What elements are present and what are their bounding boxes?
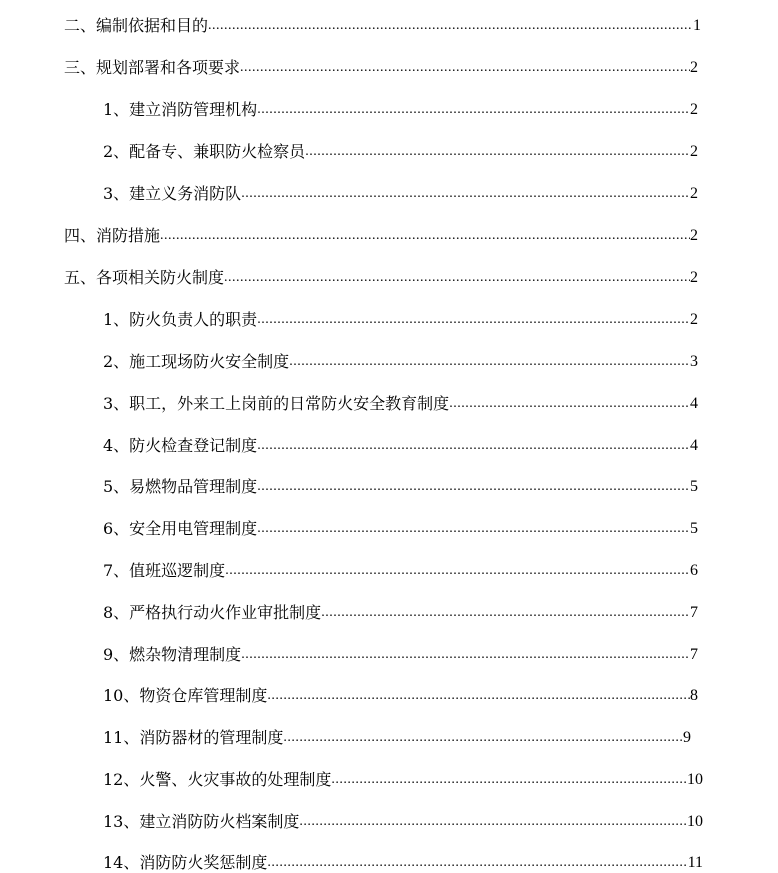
toc-entry[interactable] bbox=[103, 718, 691, 748]
toc-entry[interactable] bbox=[103, 300, 698, 330]
toc-entry-title: 9、燃杂物清理制度 bbox=[103, 645, 242, 664]
toc-page-number: 6 bbox=[690, 562, 698, 579]
toc-entry-title: 二、编制依据和目的 bbox=[64, 16, 209, 35]
toc-leader-dots bbox=[283, 728, 683, 748]
toc-page-number: 2 bbox=[690, 311, 698, 328]
toc-entry[interactable] bbox=[64, 258, 698, 288]
toc-entry[interactable] bbox=[103, 426, 698, 456]
toc-entry[interactable] bbox=[103, 676, 698, 706]
toc-leader-dots bbox=[257, 436, 690, 456]
toc-leader-dots bbox=[257, 310, 690, 330]
toc-page-number: 11 bbox=[687, 854, 703, 871]
toc-entry[interactable] bbox=[103, 843, 703, 873]
toc-entry[interactable] bbox=[103, 384, 698, 414]
toc-leader-dots bbox=[241, 184, 690, 204]
toc-leader-dots bbox=[299, 812, 687, 832]
toc-leader-dots bbox=[241, 645, 690, 665]
toc-leader-dots bbox=[305, 142, 690, 162]
toc-entry[interactable] bbox=[103, 551, 698, 581]
toc-entry[interactable] bbox=[103, 635, 698, 665]
toc-page-number: 5 bbox=[690, 520, 698, 537]
toc-entry[interactable] bbox=[103, 132, 698, 162]
toc-page-number: 2 bbox=[690, 185, 698, 202]
toc-page-number: 4 bbox=[690, 395, 698, 412]
toc-entry[interactable] bbox=[103, 802, 703, 832]
toc-page-number: 4 bbox=[690, 437, 698, 454]
toc-leader-dots bbox=[160, 226, 690, 246]
toc-entry-title: 1、防火负责人的职责 bbox=[103, 310, 258, 329]
toc-leader-dots bbox=[240, 58, 690, 78]
toc-page-number: 2 bbox=[690, 269, 698, 286]
toc-page-number: 7 bbox=[690, 646, 698, 663]
toc-entry-title: 四、消防措施 bbox=[64, 226, 161, 245]
toc-entry-title: 11、消防器材的管理制度 bbox=[103, 728, 284, 747]
toc-page-number: 2 bbox=[690, 59, 698, 76]
toc-entry[interactable] bbox=[103, 467, 698, 497]
toc-page-number: 2 bbox=[690, 101, 698, 118]
toc-leader-dots bbox=[225, 561, 690, 581]
toc-leader-dots bbox=[257, 100, 690, 120]
toc-entry-title: 3、职工，外来工上岗前的日常防火安全教育制度 bbox=[103, 394, 450, 413]
toc-entry[interactable] bbox=[103, 509, 698, 539]
toc-page-number: 8 bbox=[690, 687, 698, 704]
toc-entry-title: 12、火警、火灾事故的处理制度 bbox=[103, 770, 332, 789]
toc-leader-dots bbox=[224, 268, 690, 288]
toc-leader-dots bbox=[449, 394, 690, 414]
toc-leader-dots bbox=[257, 519, 690, 539]
toc-leader-dots bbox=[289, 352, 690, 372]
toc-entry-title: 10、物资仓库管理制度 bbox=[103, 686, 268, 705]
toc-page-number: 2 bbox=[690, 227, 698, 244]
toc-entry-title: 2、施工现场防火安全制度 bbox=[103, 352, 290, 371]
toc-entry[interactable] bbox=[103, 174, 698, 204]
toc-entry-title: 五、各项相关防火制度 bbox=[64, 268, 225, 287]
toc-page-number: 10 bbox=[687, 771, 703, 788]
toc-entry-title: 13、建立消防防火档案制度 bbox=[103, 812, 300, 831]
toc-page-number: 10 bbox=[687, 813, 703, 830]
toc-entry[interactable] bbox=[103, 90, 698, 120]
toc-leader-dots bbox=[331, 770, 687, 790]
toc-entry-title: 1、建立消防管理机构 bbox=[103, 100, 258, 119]
toc-leader-dots bbox=[267, 853, 687, 873]
toc-page-number: 7 bbox=[690, 604, 698, 621]
toc-page-number: 9 bbox=[683, 729, 691, 746]
toc-entry-title: 8、严格执行动火作业审批制度 bbox=[103, 603, 322, 622]
toc-page-number: 1 bbox=[693, 17, 701, 34]
toc-leader-dots bbox=[267, 686, 690, 706]
toc-entry[interactable] bbox=[103, 760, 703, 790]
toc-page-number: 2 bbox=[690, 143, 698, 160]
toc-entry[interactable] bbox=[103, 342, 698, 372]
toc-leader-dots bbox=[257, 477, 690, 497]
toc-entry-title: 14、消防防火奖惩制度 bbox=[103, 853, 268, 872]
toc-entry[interactable] bbox=[64, 6, 701, 36]
toc-entry-title: 4、防火检查登记制度 bbox=[103, 436, 258, 455]
toc-page-number: 5 bbox=[690, 478, 698, 495]
toc-entry-title: 三、规划部署和各项要求 bbox=[64, 58, 241, 77]
toc-entry[interactable] bbox=[64, 216, 698, 246]
toc-entry-title: 7、值班巡逻制度 bbox=[103, 561, 226, 580]
toc-entry-title: 3、建立义务消防队 bbox=[103, 184, 242, 203]
toc-page-number: 3 bbox=[690, 353, 698, 370]
toc-leader-dots bbox=[321, 603, 690, 623]
toc-entry[interactable] bbox=[64, 48, 698, 78]
toc-leader-dots bbox=[208, 16, 693, 36]
toc-entry[interactable] bbox=[103, 593, 698, 623]
toc-entry-title: 5、易燃物品管理制度 bbox=[103, 477, 258, 496]
toc-entry-title: 6、安全用电管理制度 bbox=[103, 519, 258, 538]
toc-entry-title: 2、配备专、兼职防火检察员 bbox=[103, 142, 306, 161]
